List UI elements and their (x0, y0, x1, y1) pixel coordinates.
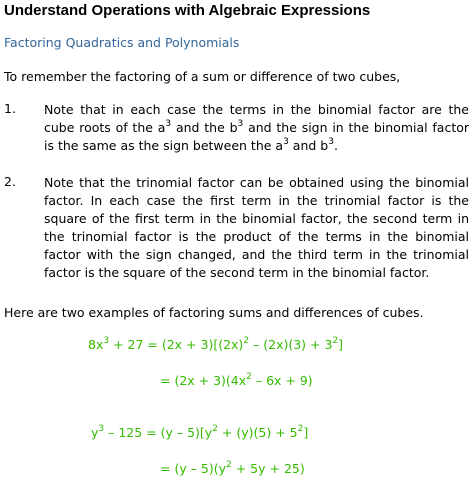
math-part: ] (338, 337, 344, 352)
example-2-line-1 (91, 425, 308, 440)
example-1-line-1 (88, 337, 343, 352)
math-part: y (91, 425, 99, 440)
math-part: + (y)(5) + 5 (217, 425, 298, 440)
math-exponent: 2 (297, 424, 304, 434)
math-exponent: 3 (98, 424, 105, 434)
item-1-part: and the sign in the binomial factor is the same as the sign between the a (44, 120, 470, 153)
item-1-part: . (333, 138, 338, 153)
math-exponent: 3 (103, 336, 110, 346)
math-part: = (2x + 3)(4x (160, 373, 247, 388)
math-part: + 27 = (2x + 3)[(2x) (109, 337, 244, 352)
math-part: – 6x + 9) (251, 373, 313, 388)
item-1-part: 3 (328, 137, 334, 147)
item-1-part: 3 (283, 137, 289, 147)
item-1-part: and b (288, 138, 329, 153)
example-1-line-2 (160, 373, 313, 388)
examples-intro: Here are two examples of factoring sums and differences of cubes. (4, 305, 424, 320)
item-1-part: 3 (165, 119, 172, 129)
item-number-1: 1. (4, 101, 16, 116)
section-subtitle: Factoring Quadratics and Polynomials (4, 35, 240, 50)
math-part: + 5y + 25) (231, 461, 305, 476)
item-text-1 (44, 101, 469, 155)
example-2-line-2 (160, 461, 305, 476)
math-exponent: 2 (243, 336, 250, 346)
page-title: Understand Operations with Algebraic Expressions (4, 2, 371, 19)
math-part: = (y – 5)(y (160, 461, 227, 476)
math-part: ] (303, 425, 309, 440)
item-1-part: Note that in each case the terms in the binomial factor are the cube roots of the a (44, 102, 469, 135)
math-part: – 125 = (y – 5)[y (104, 425, 213, 440)
math-part: 8x (88, 337, 104, 352)
math-exponent: 2 (212, 424, 218, 434)
math-exponent: 2 (246, 372, 252, 382)
math-part: – (2x)(3) + 3 (249, 337, 333, 352)
intro-text: To remember the factoring of a sum or difference of two cubes, (4, 69, 401, 84)
item-1-part: 3 (237, 119, 244, 129)
item-number-2: 2. (4, 174, 16, 189)
math-exponent: 2 (226, 460, 232, 470)
item-1-part: and the b (171, 120, 238, 135)
item-text-2: Note that the trinomial factor can be obtained using the binomial factor. In each case the first term in the trinomial factor is the square of the first term in the binomial factor, the second term in the trinomial factor is the product of the terms in the binomial factor with the sign changed, and the third term in the trinomial factor is the square of the second term in the binomial factor. (44, 175, 469, 280)
math-exponent: 2 (332, 336, 339, 346)
